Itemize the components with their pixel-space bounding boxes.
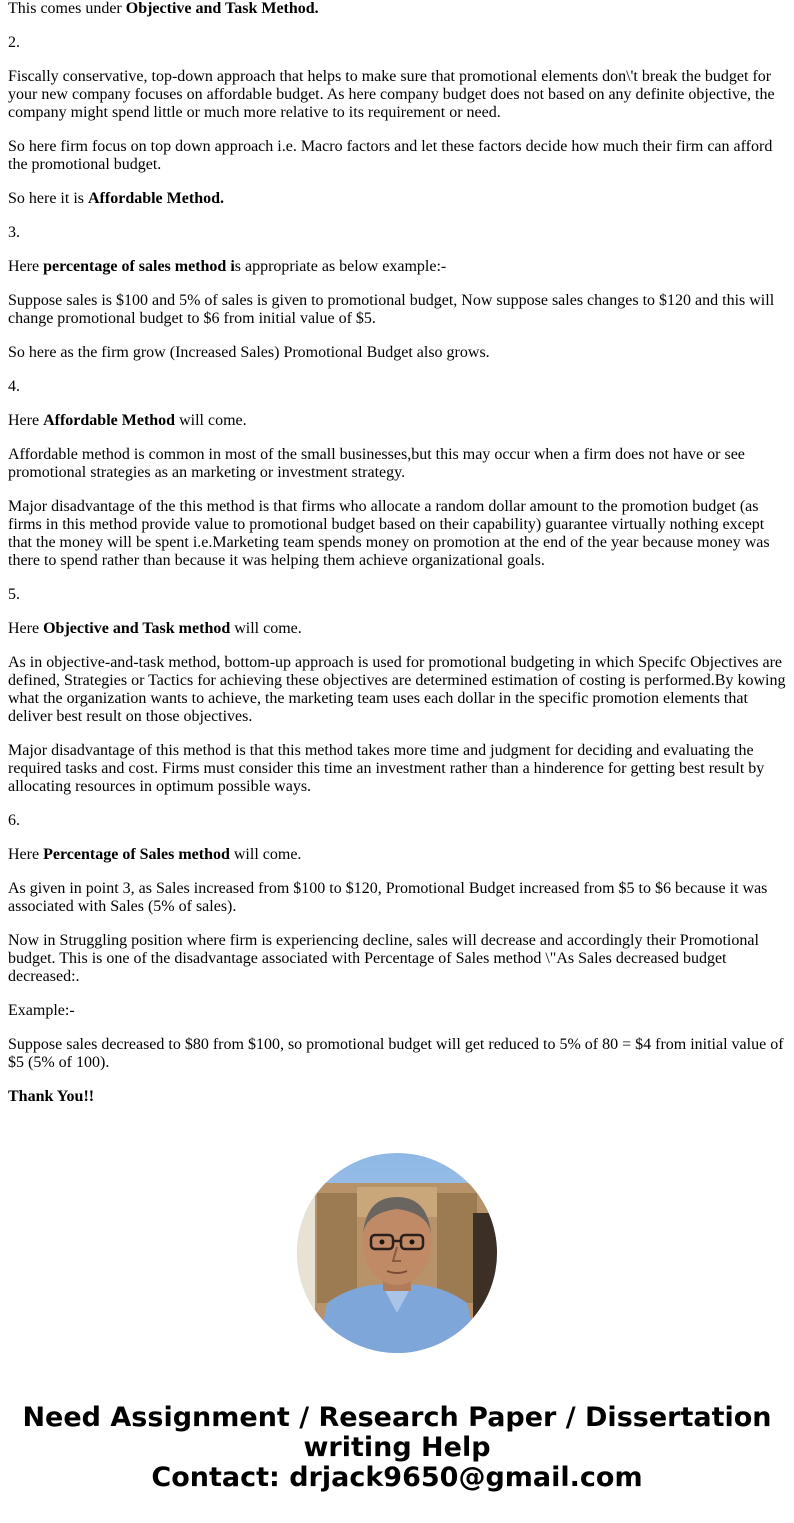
paragraph: Suppose sales is $100 and 5% of sales is given to promotional budget, Now suppose sales changes to $120 and this will change promotional budget to $6 from initial value of $5.: [8, 292, 775, 327]
text-run: will come.: [230, 620, 302, 637]
paragraph: [8, 412, 786, 430]
footer-line-1: Need Assignment / Research Paper / Dissertation: [22, 1402, 772, 1433]
footer-contact-banner: [0, 1403, 794, 1493]
avatar: [297, 1153, 497, 1353]
paragraph: As in objective-and-task method, bottom-up approach is used for promotional budgeting in which Specifc Objectives are defined, Strategies or Tactics for achieving these objectives are determined estimation of costing is performed.By kowing what the organization wants to achieve, the marketing team uses each dollar in the specific promotion elements that deliver best result on those objectives.: [8, 654, 786, 725]
paragraph: As given in point 3, as Sales increased from $100 to $120, Promotional Budget increased from $5 to $6 because it was associated with Sales (5% of sales).: [8, 880, 768, 915]
bold-text: Thank You!!: [8, 1088, 95, 1105]
person-portrait-icon: [297, 1153, 497, 1353]
paragraph: [8, 846, 786, 864]
text-run: Here: [8, 412, 44, 429]
paragraph: [8, 620, 786, 638]
text-run: Here: [8, 620, 44, 637]
bold-text: Percentage of Sales method: [43, 846, 230, 863]
paragraph-intro: [8, 0, 786, 18]
paragraph: So here firm focus on top down approach i.e. Macro factors and let these factors decide how much their firm can afford the promotional budget.: [8, 138, 773, 173]
bold-text: Objective and Task Method.: [125, 0, 319, 17]
section-number-4: 4.: [8, 378, 20, 395]
paragraph: [8, 190, 786, 208]
footer-line-2: writing Help: [303, 1432, 491, 1463]
bold-text: Affordable Method.: [88, 190, 224, 207]
section-number-2: 2.: [8, 34, 20, 51]
text-run: Here: [8, 846, 44, 863]
text-run: s appropriate as below example:-: [234, 258, 447, 275]
paragraph: [8, 258, 786, 276]
paragraph: Affordable method is common in most of the small businesses,but this may occur when a firm does not have or see promotional strategies as an marketing or investment strategy.: [8, 446, 745, 481]
bold-text: percentage of sales method i: [43, 258, 235, 275]
section-number-3: 3.: [8, 224, 20, 241]
paragraph: Major disadvantage of this method is that this method takes more time and judgment for deciding and evaluating the required tasks and cost. Firms must consider this time an investment rather than a hinderence for getting best result by allocating resources in optimum possible ways.: [8, 742, 765, 795]
text-run: will come.: [229, 846, 302, 863]
paragraph: Fiscally conservative, top-down approach that helps to make sure that promotional elements don\'t break the budget for your new company focuses on affordable budget. As here company budget does not based on any definite objective, the company might spend little or much more relative to its requirement or need.: [8, 68, 775, 121]
text-run: will come.: [175, 412, 247, 429]
text-run: Here: [8, 258, 44, 275]
paragraph: So here as the firm grow (Increased Sales) Promotional Budget also grows.: [8, 344, 490, 361]
paragraph: Suppose sales decreased to $80 from $100, so promotional budget will get reduced to 5% of 80 = $4 from initial value of $5 (5% of 100).: [8, 1036, 784, 1071]
text-run: So here it is: [8, 190, 88, 207]
bold-text: Objective and Task method: [43, 620, 231, 637]
section-number-5: 5.: [8, 586, 20, 603]
paragraph: Example:-: [8, 1002, 75, 1019]
paragraph: Now in Struggling position where firm is experiencing decline, sales will decrease and accordingly their Promotional budget. This is one of the disadvantage associated with Percentage of Sales method \"As Sales decreased budget decreased:.: [8, 932, 759, 985]
section-number-6: 6.: [8, 812, 20, 829]
paragraph: Major disadvantage of the this method is that firms who allocate a random dollar amount to the promotion budget (as firms in this method provide value to promotional budget based on their capability) guarantee virtually nothing except that the money will be spent i.e.Marketing team spends money on promotion at the end of the year because money was there to spend rather than because it was helping them achieve organizational goals.: [8, 498, 770, 569]
bold-text: Affordable Method: [43, 412, 176, 429]
closing-thanks: [8, 1088, 786, 1106]
footer-contact-line: Contact: drjack9650@gmail.com: [151, 1462, 643, 1493]
text-run: This comes under: [8, 0, 126, 17]
